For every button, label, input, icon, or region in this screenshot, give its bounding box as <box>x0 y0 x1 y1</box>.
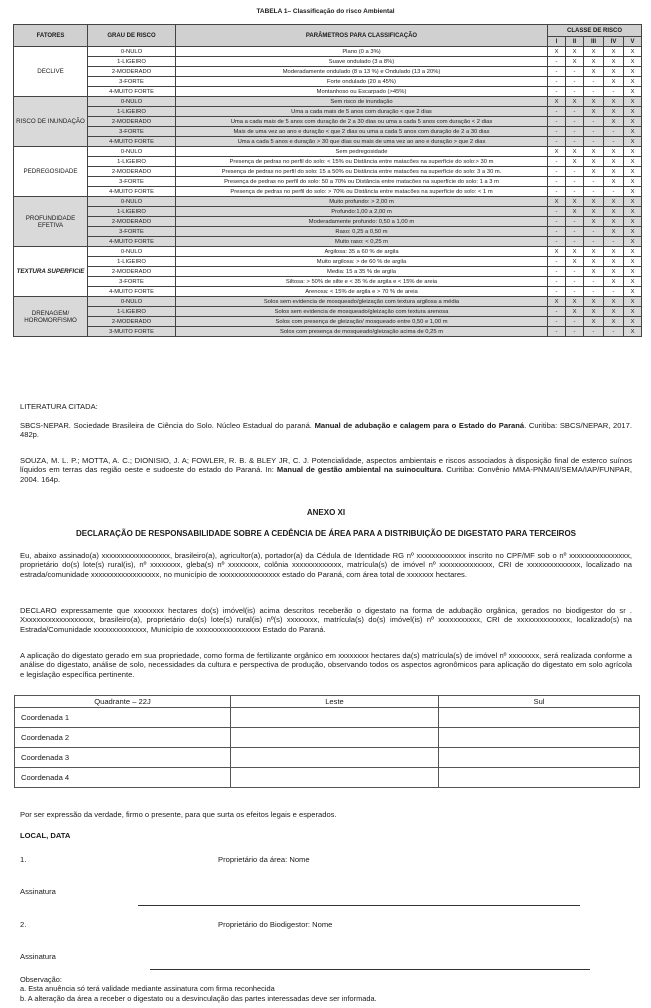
class-mark-cell: X <box>604 77 624 87</box>
class-mark-cell: X <box>604 97 624 107</box>
class-mark-cell: - <box>548 327 566 337</box>
factor-cell: PEDREGOSIDADE <box>14 147 88 197</box>
class-mark-cell: - <box>548 227 566 237</box>
table-row <box>14 277 642 287</box>
class-mark-cell: X <box>584 167 604 177</box>
grau-cell: 1-LIGEIRO <box>88 157 176 167</box>
class-mark-cell: X <box>548 147 566 157</box>
class-mark-cell: X <box>624 317 642 327</box>
class-mark-cell: - <box>566 227 584 237</box>
class-mark-cell: - <box>548 187 566 197</box>
coordinates-table <box>14 695 640 788</box>
class-mark-cell: - <box>548 177 566 187</box>
grau-cell: 2-MODERADO <box>88 267 176 277</box>
class-mark-cell: - <box>548 267 566 277</box>
class-mark-cell: X <box>604 267 624 277</box>
class-mark-cell: X <box>584 197 604 207</box>
table-row <box>14 237 642 247</box>
header-fatores: FATORES <box>14 25 88 47</box>
parameter-cell: Argilosa: 35 a 60 % de argila <box>176 247 548 257</box>
table-row <box>15 708 640 728</box>
header-parametros: PARÂMETROS PARA CLASSIFICAÇÃO <box>176 25 548 47</box>
class-mark-cell: X <box>548 247 566 257</box>
class-mark-cell: X <box>566 257 584 267</box>
class-mark-cell: X <box>584 47 604 57</box>
class-mark-cell: - <box>566 67 584 77</box>
class-mark-cell: X <box>584 147 604 157</box>
signature-2-assinatura: Assinatura <box>20 952 56 961</box>
class-mark-cell: X <box>604 177 624 187</box>
reference-1-text: SBCS-NEPAR. Sociedade Brasileira de Ciência do Solo. Núcleo Estadual do paraná. <box>20 421 315 430</box>
class-mark-cell: X <box>604 117 624 127</box>
factor-cell: DRENAGEM/ HOROMORFISMO <box>14 297 88 337</box>
class-mark-cell: X <box>624 127 642 137</box>
class-mark-cell: X <box>624 297 642 307</box>
class-mark-cell: - <box>548 277 566 287</box>
class-mark-cell: X <box>624 217 642 227</box>
parameter-cell: Raso: 0,25 a 0,50 m <box>176 227 548 237</box>
class-mark-cell: - <box>566 317 584 327</box>
class-mark-cell: - <box>566 117 584 127</box>
class-mark-cell: X <box>566 207 584 217</box>
class-mark-cell: - <box>604 237 624 247</box>
grau-cell: 2-MODERADO <box>88 117 176 127</box>
header-class-i: I <box>548 37 566 47</box>
header-grau: GRAU DE RISCO <box>88 25 176 47</box>
header-class-v: V <box>624 37 642 47</box>
class-mark-cell: X <box>584 267 604 277</box>
class-mark-cell: X <box>624 97 642 107</box>
grau-cell: 0-NULO <box>88 147 176 157</box>
class-mark-cell: X <box>604 307 624 317</box>
grau-cell: 0-NULO <box>88 47 176 57</box>
coord-leste-field[interactable] <box>231 748 439 768</box>
header-class-iii: III <box>584 37 604 47</box>
class-mark-cell: X <box>604 247 624 257</box>
grau-cell: 3-FORTE <box>88 127 176 137</box>
table-row <box>14 297 642 307</box>
parameter-cell: Profundo:1,00 a 2,00 m <box>176 207 548 217</box>
factor-cell: TEXTURA SUPERFICIE <box>14 247 88 297</box>
class-mark-cell: X <box>584 297 604 307</box>
grau-cell: 2-MODERADO <box>88 167 176 177</box>
table-row <box>14 217 642 227</box>
grau-cell: 1-LIGEIRO <box>88 107 176 117</box>
class-mark-cell: X <box>604 67 624 77</box>
class-mark-cell: X <box>604 147 624 157</box>
class-mark-cell: - <box>566 137 584 147</box>
class-mark-cell: X <box>548 297 566 307</box>
table-row <box>14 227 642 237</box>
class-mark-cell: X <box>548 47 566 57</box>
class-mark-cell: - <box>548 167 566 177</box>
grau-cell: 0-NULO <box>88 197 176 207</box>
class-mark-cell: X <box>584 247 604 257</box>
signature-1-number: 1. <box>20 855 27 864</box>
class-mark-cell: - <box>548 117 566 127</box>
class-mark-cell: - <box>548 67 566 77</box>
class-mark-cell: X <box>566 157 584 167</box>
table-row <box>14 307 642 317</box>
factor-cell: RISCO DE INUNDAÇÃO <box>14 97 88 147</box>
table-row <box>14 207 642 217</box>
class-mark-cell: X <box>584 67 604 77</box>
class-mark-cell: X <box>604 297 624 307</box>
class-mark-cell: - <box>566 237 584 247</box>
class-mark-cell: X <box>624 67 642 77</box>
table-row <box>14 107 642 117</box>
class-mark-cell: X <box>604 107 624 117</box>
class-mark-cell: X <box>604 167 624 177</box>
class-mark-cell: - <box>604 137 624 147</box>
class-mark-cell: X <box>624 187 642 197</box>
table-row <box>14 87 642 97</box>
parameter-cell: Presença de pedras no perfil do solo: 50 a 70% ou Distância entre matacões na superfície do solo: 1 a 3 m <box>176 177 548 187</box>
signature-2-number: 2. <box>20 920 27 929</box>
class-mark-cell: - <box>566 127 584 137</box>
class-mark-cell: X <box>584 107 604 117</box>
table-row <box>14 57 642 67</box>
grau-cell: 4-MUITO FORTE <box>88 187 176 197</box>
signature-2-label: Proprietário do Biodigestor: Nome <box>218 920 333 929</box>
coord-header-quadrante: Quadrante – 22J <box>15 696 231 708</box>
class-mark-cell: X <box>624 107 642 117</box>
class-mark-cell: X <box>624 307 642 317</box>
class-mark-cell: - <box>584 277 604 287</box>
parameter-cell: Muito argilosa: > de 60 % de argila <box>176 257 548 267</box>
class-mark-cell: X <box>604 207 624 217</box>
risk-table-body <box>14 47 642 337</box>
class-mark-cell: X <box>604 57 624 67</box>
reference-1-publisher: . Curitiba: SBCS/NEPAR, 2017. 482p. <box>20 421 632 440</box>
parameter-cell: Sem pedregosidade <box>176 147 548 157</box>
parameter-cell: Montanhoso ou Escarpado (>45%) <box>176 87 548 97</box>
class-mark-cell: - <box>604 287 624 297</box>
declaration-paragraph-3: A aplicação do digestato gerado em sua propriedade, como forma de fertilizante orgânico em xxxxxxxx hectares da(s) matrícula(s) de imóvel nº xxxxxxxx, será realizada conforme a análise do digestato, análise de solo, necessidades da cultura e perspectiva de produção, observando todos os aspectos agronômicos para aplicação do digestato em solo agrícola e legislação específica pertinente. <box>20 651 632 679</box>
class-mark-cell: - <box>584 177 604 187</box>
class-mark-cell: X <box>566 297 584 307</box>
closing-statement: Por ser expressão da verdade, firmo o presente, para que surta os efeitos legais e esperados. <box>20 810 337 819</box>
class-mark-cell: - <box>566 107 584 117</box>
class-mark-cell: X <box>624 237 642 247</box>
grau-cell: 0-NULO <box>88 97 176 107</box>
grau-cell: 3-FORTE <box>88 77 176 87</box>
class-mark-cell: X <box>604 157 624 167</box>
declaration-paragraph-1: Eu, abaixo assinado(a) xxxxxxxxxxxxxxxxxx, brasileiro(a), agricultor(a), portador(a) da Cédula de Identidade RG nº xxxxxxxxxxxxx inscrito no CPF/MF sob o nº xxxxxxxxxxxxxxxx, proprietário do(s) lote(s) rural(is), nº xxxxxxxx, gleba(s) nº xxxxxxxx, colônia xxxxxxxxxxxxx, matrícula(s) de imóvel nº xxxxxxxxxxxxxx, CRI de xxxxxxxxxxxxxx, localizado na estrada/comunidade xxxxxxxxxxxxxxxxxx, no município de xxxxxxxxxxxxxxxx estado do Paraná, com área total de xxxxxxx hectares. <box>20 551 632 579</box>
parameter-cell: Solos sem evidencia de mosqueado/gleização com textura arenosa <box>176 307 548 317</box>
class-mark-cell: - <box>566 177 584 187</box>
factor-cell: PROFUNDIDADE EFETIVA <box>14 197 88 247</box>
class-mark-cell: X <box>566 47 584 57</box>
table-row <box>14 197 642 207</box>
coord-header-sul: Sul <box>439 696 640 708</box>
annex-title: ANEXO XI <box>306 508 346 517</box>
class-mark-cell: - <box>548 217 566 227</box>
grau-cell: 4-MUITO FORTE <box>88 237 176 247</box>
reference-2-publisher: . Curitiba: Convênio MMA-PNMAII/SEMA/IAP/FUNPAR, 2004. 164p. <box>20 465 633 484</box>
class-mark-cell: - <box>584 287 604 297</box>
class-mark-cell: X <box>604 317 624 327</box>
grau-cell: 1-LIGEIRO <box>88 307 176 317</box>
class-mark-cell: X <box>624 287 642 297</box>
parameter-cell: Presença de pedras no perfil do solo: > 70% ou Distância entre matacões na superfície do solo: < 1 m <box>176 187 548 197</box>
class-mark-cell: - <box>548 207 566 217</box>
grau-cell: 2-MODERADO <box>88 317 176 327</box>
class-mark-cell: - <box>566 87 584 97</box>
table-row <box>15 748 640 768</box>
class-mark-cell: X <box>624 207 642 217</box>
class-mark-cell: X <box>624 147 642 157</box>
class-mark-cell: X <box>624 87 642 97</box>
class-mark-cell: - <box>548 77 566 87</box>
class-mark-cell: - <box>566 287 584 297</box>
class-mark-cell: - <box>584 127 604 137</box>
class-mark-cell: - <box>548 237 566 247</box>
class-mark-cell: - <box>584 77 604 87</box>
coord-label: Coordenada 3 <box>15 748 231 768</box>
parameter-cell: Moderadamente profundo: 0,50 a 1,00 m <box>176 217 548 227</box>
table-row <box>14 157 642 167</box>
coord-leste-field[interactable] <box>231 728 439 748</box>
table-row <box>14 187 642 197</box>
parameter-cell: Uma a cada mais de 5 anos com duração de 2 a 30 dias ou uma a cada 5 anos com duração < 2 dias <box>176 117 548 127</box>
table-row <box>14 67 642 77</box>
class-mark-cell: X <box>604 277 624 287</box>
class-mark-cell: - <box>548 307 566 317</box>
table-row <box>14 247 642 257</box>
class-mark-cell: - <box>548 137 566 147</box>
class-mark-cell: X <box>624 247 642 257</box>
class-mark-cell: X <box>624 47 642 57</box>
table-row <box>14 47 642 57</box>
class-mark-cell: - <box>548 257 566 267</box>
class-mark-cell: X <box>566 247 584 257</box>
class-mark-cell: X <box>624 197 642 207</box>
class-mark-cell: X <box>584 317 604 327</box>
coord-sul-field[interactable] <box>439 748 640 768</box>
grau-cell: 0-NULO <box>88 247 176 257</box>
parameter-cell: Muito profundo: > 2,00 m <box>176 197 548 207</box>
class-mark-cell: X <box>624 227 642 237</box>
grau-cell: 4-MUITO FORTE <box>88 137 176 147</box>
class-mark-cell: X <box>624 267 642 277</box>
parameter-cell: Plano (0 a 3%) <box>176 47 548 57</box>
observations <box>20 975 377 1003</box>
class-mark-cell: X <box>624 277 642 287</box>
header-classe: CLASSE DE RISCO <box>548 25 642 37</box>
class-mark-cell: X <box>604 197 624 207</box>
parameter-cell: Uma a cada mais de 5 anos com duração < que 2 dias <box>176 107 548 117</box>
factor-cell: DECLIVE <box>14 47 88 97</box>
table-row <box>14 177 642 187</box>
class-mark-cell: X <box>624 57 642 67</box>
class-mark-cell: - <box>548 127 566 137</box>
parameter-cell: Solos com presença de mosqueado/gleização acima de 0,25 m <box>176 327 548 337</box>
class-mark-cell: X <box>566 57 584 67</box>
grau-cell: 2-MODERADO <box>88 217 176 227</box>
reference-2 <box>20 456 632 484</box>
class-mark-cell: - <box>566 277 584 287</box>
coord-label: Coordenada 1 <box>15 708 231 728</box>
class-mark-cell: X <box>624 257 642 267</box>
table-row <box>14 327 642 337</box>
class-mark-cell: X <box>584 257 604 267</box>
class-mark-cell: - <box>548 57 566 67</box>
table-row <box>15 768 640 788</box>
local-date: LOCAL, DATA <box>20 831 71 840</box>
class-mark-cell: X <box>584 57 604 67</box>
grau-cell: 1-LIGEIRO <box>88 257 176 267</box>
class-mark-cell: - <box>566 217 584 227</box>
observation-a: a. Esta anuência só terá validade mediante assinatura com firma reconhecida <box>20 984 275 994</box>
class-mark-cell: - <box>584 187 604 197</box>
table-row <box>15 728 640 748</box>
table-row <box>14 97 642 107</box>
class-mark-cell: X <box>604 47 624 57</box>
class-mark-cell: X <box>584 307 604 317</box>
reference-2-title: Manual de gestão ambiental na suinocultura <box>276 465 442 475</box>
class-mark-cell: - <box>548 107 566 117</box>
table-row <box>14 167 642 177</box>
observation-b: b. A alteração da área a receber o digestato ou a desvinculação das partes interessadas deve ser informada. <box>20 993 377 1003</box>
grau-cell: 1-LIGEIRO <box>88 57 176 67</box>
class-mark-cell: - <box>566 267 584 277</box>
coord-header-leste: Leste <box>231 696 439 708</box>
class-mark-cell: - <box>584 327 604 337</box>
parameter-cell: Sem risco de inundação <box>176 97 548 107</box>
class-mark-cell: X <box>604 227 624 237</box>
class-mark-cell: - <box>548 157 566 167</box>
class-mark-cell: X <box>566 97 584 107</box>
parameter-cell: Presença de pedras no perfil do solo: 15 a 50% ou Distância entre matacões na superfície do solo: 3 a 30 m. <box>176 167 548 177</box>
annex-subtitle: DECLARAÇÃO DE RESPONSABILIDADE SOBRE A CEDÊNCIA DE ÁREA PARA A DISTRIBUIÇÃO DE DIGESTATO PARA TERCEIROS <box>75 529 577 538</box>
class-mark-cell: X <box>584 97 604 107</box>
class-mark-cell: X <box>604 217 624 227</box>
class-mark-cell: - <box>604 127 624 137</box>
class-mark-cell: - <box>584 87 604 97</box>
grau-cell: 2-MODERADO <box>88 67 176 77</box>
class-mark-cell: X <box>624 167 642 177</box>
header-class-iv: IV <box>604 37 624 47</box>
declaration-paragraph-2: DECLARO expressamente que xxxxxxxx hectares do(s) imóvel(is) acima descritos receberão o digestato na forma de adubação orgânica, gerados no biodigestor do sr . Xxxxxxxxxxxxxxxxxxx, brasileiro(a), proprietário do(s) lote(s) rural(is) nº(s) xxxxxxxx, matrícula(s) do(s) imóvel(is) nº xxxxxxxxxxx, CRI de xxxxxxxxxxxxxx, localizado(s) na Estrada/Comunidade xxxxxxxxxxxxxx, Município de xxxxxxxxxxxxxxxxx Estado do Paraná. <box>20 606 632 634</box>
table-row <box>14 127 642 137</box>
coord-label: Coordenada 4 <box>15 768 231 788</box>
table-row <box>14 147 642 157</box>
coord-sul-field[interactable] <box>439 708 640 728</box>
observation-heading: Observação: <box>20 975 62 984</box>
class-mark-cell: - <box>548 87 566 97</box>
table-row <box>14 137 642 147</box>
parameter-cell: Solos sem evidencia de mosqueado/gleização com textura argilosa a média <box>176 297 548 307</box>
header-class-ii: II <box>566 37 584 47</box>
grau-cell: 3-FORTE <box>88 177 176 187</box>
grau-cell: 3-MUITO FORTE <box>88 327 176 337</box>
table-row <box>14 267 642 277</box>
table-title: TABELA 1– Classificação do risco Ambiental <box>256 8 395 15</box>
class-mark-cell: - <box>604 87 624 97</box>
class-mark-cell: - <box>548 317 566 327</box>
signature-1-line[interactable] <box>138 905 580 906</box>
grau-cell: 4-MUITO FORTE <box>88 87 176 97</box>
reference-2-text: SOUZA, M. L. P.; MOTTA, A. C.; DIONISIO, J. A; FOWLER, R. B. & BLEY JR, C. J. Potencialidade, aspectos ambientais e riscos associados à disposição final de esterco suínos líquidos em terras das região oeste e sudoeste do estado do Paraná. In: <box>20 456 632 475</box>
class-mark-cell: X <box>624 177 642 187</box>
coord-sul-field[interactable] <box>439 728 640 748</box>
class-mark-cell: - <box>566 327 584 337</box>
parameter-cell: Solos com presença de gleização/ mosqueado entre 0,50 e 1,00 m <box>176 317 548 327</box>
table-row <box>14 317 642 327</box>
class-mark-cell: - <box>584 227 604 237</box>
parameter-cell: Siltosa: > 50% de silte e < 35 % de argila e < 15% de areia <box>176 277 548 287</box>
class-mark-cell: - <box>604 327 624 337</box>
class-mark-cell: X <box>624 117 642 127</box>
class-mark-cell: X <box>584 207 604 217</box>
table-row <box>14 117 642 127</box>
grau-cell: 3-FORTE <box>88 277 176 287</box>
coord-sul-field[interactable] <box>439 768 640 788</box>
class-mark-cell: X <box>584 157 604 167</box>
parameter-cell: Presença de pedras no perfil do solo: < 15% ou Distância entre matacões na superfície do solo:> 30 m <box>176 157 548 167</box>
reference-1 <box>20 421 632 440</box>
class-mark-cell: X <box>566 147 584 157</box>
signature-1-assinatura: Assinatura <box>20 887 56 896</box>
class-mark-cell: - <box>584 137 604 147</box>
table-row <box>14 77 642 87</box>
table-row <box>14 257 642 267</box>
parameter-cell: Moderadamente ondulado (8 a 13 %) e Ondulado (13 a 20%) <box>176 67 548 77</box>
coord-label: Coordenada 2 <box>15 728 231 748</box>
class-mark-cell: X <box>548 97 566 107</box>
grau-cell: 1-LIGEIRO <box>88 207 176 217</box>
class-mark-cell: - <box>566 167 584 177</box>
class-mark-cell: - <box>566 77 584 87</box>
class-mark-cell: - <box>604 187 624 197</box>
grau-cell: 0-NULO <box>88 297 176 307</box>
reference-1-title: Manual de adubação e calagem para o Estado do Paraná <box>314 421 525 430</box>
class-mark-cell: - <box>548 287 566 297</box>
class-mark-cell: X <box>548 197 566 207</box>
parameter-cell: Suave ondulado (3 a 8%) <box>176 57 548 67</box>
class-mark-cell: X <box>566 197 584 207</box>
parameter-cell: Mais de uma vez ao ano e duração < que 2 dias ou uma a cada 5 anos com duração de 2 a 30 dias <box>176 127 548 137</box>
class-mark-cell: X <box>584 217 604 227</box>
class-mark-cell: X <box>624 77 642 87</box>
class-mark-cell: - <box>566 187 584 197</box>
parameter-cell: Arenosa: < 15% de argila e > 70 % de areia <box>176 287 548 297</box>
class-mark-cell: - <box>584 237 604 247</box>
literature-heading: LITERATURA CITADA: <box>20 402 98 411</box>
class-mark-cell: X <box>624 137 642 147</box>
signature-1-label: Proprietário da área: Nome <box>218 855 310 864</box>
parameter-cell: Uma a cada 5 anos e duração > 30 que dias ou mais de uma vez ao ano e duração > que 2 dias <box>176 137 548 147</box>
class-mark-cell: X <box>624 327 642 337</box>
grau-cell: 3-FORTE <box>88 227 176 237</box>
parameter-cell: Media: 15 a 35 % de argila <box>176 267 548 277</box>
signature-2-line[interactable] <box>150 969 590 970</box>
class-mark-cell: X <box>604 257 624 267</box>
coord-leste-field[interactable] <box>231 768 439 788</box>
grau-cell: 4-MUITO FORTE <box>88 287 176 297</box>
class-mark-cell: X <box>566 307 584 317</box>
class-mark-cell: - <box>584 117 604 127</box>
table-row <box>14 287 642 297</box>
parameter-cell: Forte ondulado (20 a 45%) <box>176 77 548 87</box>
class-mark-cell: X <box>624 157 642 167</box>
parameter-cell: Muito raso: < 0,25 m <box>176 237 548 247</box>
risk-table <box>13 24 642 337</box>
coord-leste-field[interactable] <box>231 708 439 728</box>
